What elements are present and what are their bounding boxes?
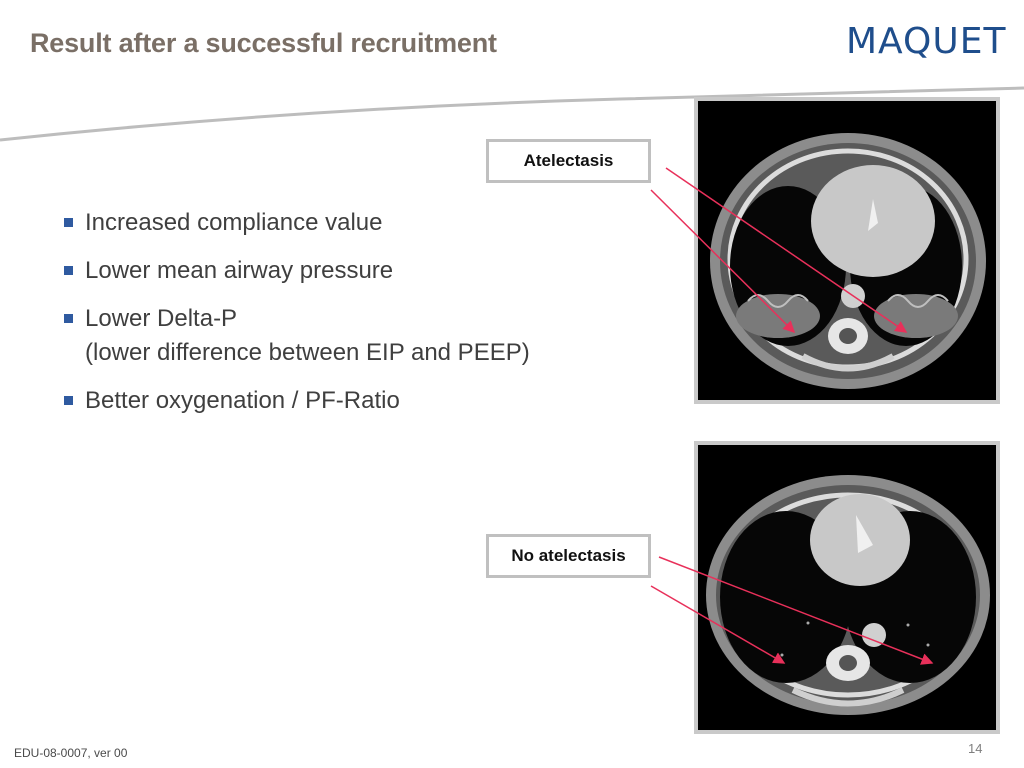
no-atelectasis-label: No atelectasis — [486, 534, 651, 578]
square-bullet-icon — [64, 396, 73, 405]
atelectasis-label: Atelectasis — [486, 139, 651, 183]
ct-scan-atelectasis — [694, 97, 1000, 404]
square-bullet-icon — [64, 218, 73, 227]
bullet-text: Increased compliance value — [85, 209, 383, 236]
square-bullet-icon — [64, 266, 73, 275]
bullet-text: Better oxygenation / PF-Ratio — [85, 387, 400, 414]
slide-title: Result after a successful recruitment — [30, 28, 497, 58]
ct-scan-drawing — [698, 445, 996, 730]
page-number: 14 — [968, 741, 983, 756]
document-code: EDU-08-0007, ver 00 — [14, 746, 128, 760]
bullet-item — [64, 254, 664, 288]
bullet-subtext: (lower difference between EIP and PEEP) — [85, 339, 530, 366]
bullet-text: Lower mean airway pressure — [85, 257, 394, 284]
bullet-text: Lower Delta-P — [85, 305, 238, 332]
bullet-item — [64, 302, 664, 370]
bullet-item — [64, 206, 664, 240]
ct-scan-no-atelectasis — [694, 441, 1000, 734]
square-bullet-icon — [64, 314, 73, 323]
ct-scan-drawing — [698, 101, 996, 400]
maquet-logo: MAQUET — [846, 21, 1007, 62]
bullet-list — [64, 206, 664, 432]
bullet-item — [64, 384, 664, 418]
